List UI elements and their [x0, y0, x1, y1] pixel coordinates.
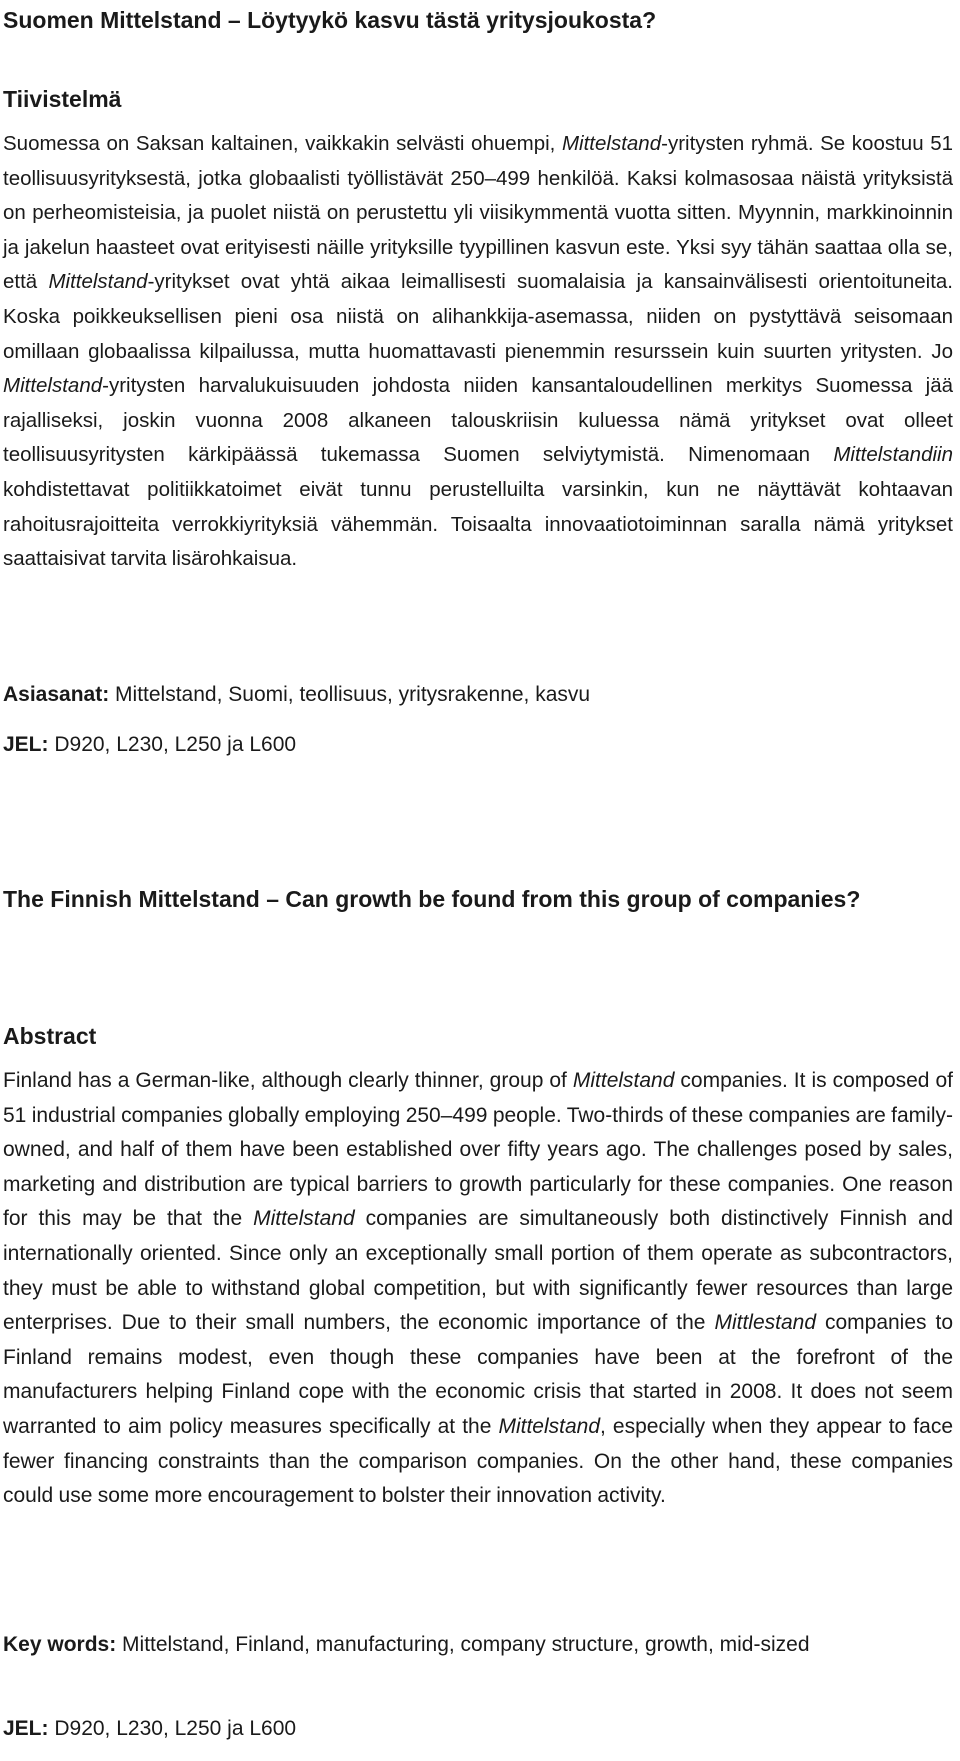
- jel-label: JEL:: [3, 1717, 49, 1740]
- abstract-italic-term: Mittelstand: [572, 1069, 675, 1092]
- jel-value: D920, L230, L250 ja L600: [48, 733, 297, 756]
- keywords-value: Mittelstand, Suomi, teollisuus, yritysrakenne, kasvu: [109, 683, 591, 706]
- abstract-text-run: -yritykset ovat yhtä aikaa leimallisesti suomalaisia ja kansainvälisesti orientoituneita. Koska poikkeuksellisen pieni osa niistä on alihankkija-asemassa, niiden on pystyttävä seisomaan omillaan globaalissa kilpailussa, mutta huomattavasti pienemmin resurssein kuin suurten yritysten. Jo: [3, 270, 954, 363]
- english-keywords: [3, 1628, 903, 1662]
- abstract-italic-term: Mittlestand: [714, 1311, 816, 1335]
- finnish-abstract-text: [3, 127, 953, 577]
- english-abstract-text: [3, 1064, 953, 1514]
- abstract-text-run: companies. It is composed of 51 industrial companies globally employing 250–499 people. Two-thirds of these companies are family-owned, and half of them have been established over fifty years ago. The challenges posed by sales, marketing and distribution are typical barriers to growth particularly for these companies. One reason for this may be that the: [3, 1069, 953, 1231]
- english-jel: [3, 1712, 296, 1746]
- abstract-italic-term: Mittelstand: [561, 132, 662, 155]
- english-title: The Finnish Mittelstand – Can growth be found from this group of companies?: [3, 886, 861, 912]
- abstract-text-run: -yritysten harvalukuisuuden johdosta niiden kansantaloudellinen merkitys Suomessa jää rajalliseksi, joskin vuonna 2008 alkaneen talouskriisin kuluessa nämä yritykset ovat olleet teollisuusyritysten kärkipäässä tukemassa Suomen selviytymistä. Nimenomaan: [3, 374, 953, 467]
- finnish-keywords: [3, 678, 590, 712]
- abstract-italic-term: Mittelstand: [3, 374, 103, 398]
- abstract-text-run: companies to Finland remains modest, even though these companies have been at the forefront of the manufacturers helping Finland cope with the economic crisis that started in 2008. It does not seem warranted to aim policy measures specifically at the: [3, 1311, 954, 1438]
- abstract-text-run: Suomessa on Saksan kaltainen, vaikkakin selvästi ohuempi,: [3, 132, 562, 155]
- finnish-abstract-heading: Tiivistelmä: [3, 86, 122, 112]
- finnish-title: Suomen Mittelstand – Löytyykö kasvu tästä yritysjoukosta?: [3, 7, 657, 33]
- finnish-jel: [3, 728, 296, 762]
- abstract-text-run: , especially when they appear to face fewer financing constraints than the comparison companies. On the other hand, these companies could use some more encouragement to bolster their innovation activity.: [3, 1414, 954, 1508]
- abstract-text-run: -yritysten ryhmä. Se koostuu 51 teollisuusyrityksestä, jotka globaalisti työllistävät 250–499 henkilöä. Kaksi kolmasosaa näistä yrityksistä on perheomisteisia, ja puolet niistä on perustettu yli viisikymmentä vuotta sitten. Myynnin, markkinoinnin ja jakelun haasteet ovat erityisesti näille yrityksille tyypillinen kasvun este. Yksi syy tähän saattaa olla se, että: [3, 132, 953, 294]
- jel-label: JEL:: [3, 733, 49, 756]
- abstract-text-run: companies are simultaneously both distinctively Finnish and internationally oriented. Since only an exceptionally small portion of them operate as subcontractors, they must be able to withstand global competition, but with significantly fewer resources than large enterprises. Due to their small numbers, the economic importance of the: [3, 1207, 954, 1335]
- keywords-label: Asiasanat:: [3, 683, 110, 706]
- keywords-value: Mittelstand, Finland, manufacturing, company structure, growth, mid-sized: [116, 1633, 810, 1656]
- abstract-text-run: Finland has a German-like, although clearly thinner, group of: [3, 1069, 573, 1092]
- abstract-text-run: kohdistettavat politiikkatoimet eivät tunnu perustelluilta varsinkin, kun ne näyttävät kohtaavan rahoitusrajoitteita verrokkiyrityksiä vähemmän. Toisaalta innovaatiotoiminnan saralla nämä yritykset saattaisivat tarvita lisärohkaisua.: [3, 477, 953, 571]
- jel-value: D920, L230, L250 ja L600: [48, 1717, 297, 1740]
- english-abstract-heading: Abstract: [3, 1023, 97, 1049]
- abstract-italic-term: Mittelstand: [498, 1414, 601, 1438]
- abstract-italic-term: Mittelstand: [253, 1207, 355, 1231]
- abstract-italic-term: Mittelstandiin: [833, 443, 953, 467]
- keywords-label: Key words:: [3, 1633, 117, 1656]
- abstract-italic-term: Mittelstand: [48, 270, 148, 294]
